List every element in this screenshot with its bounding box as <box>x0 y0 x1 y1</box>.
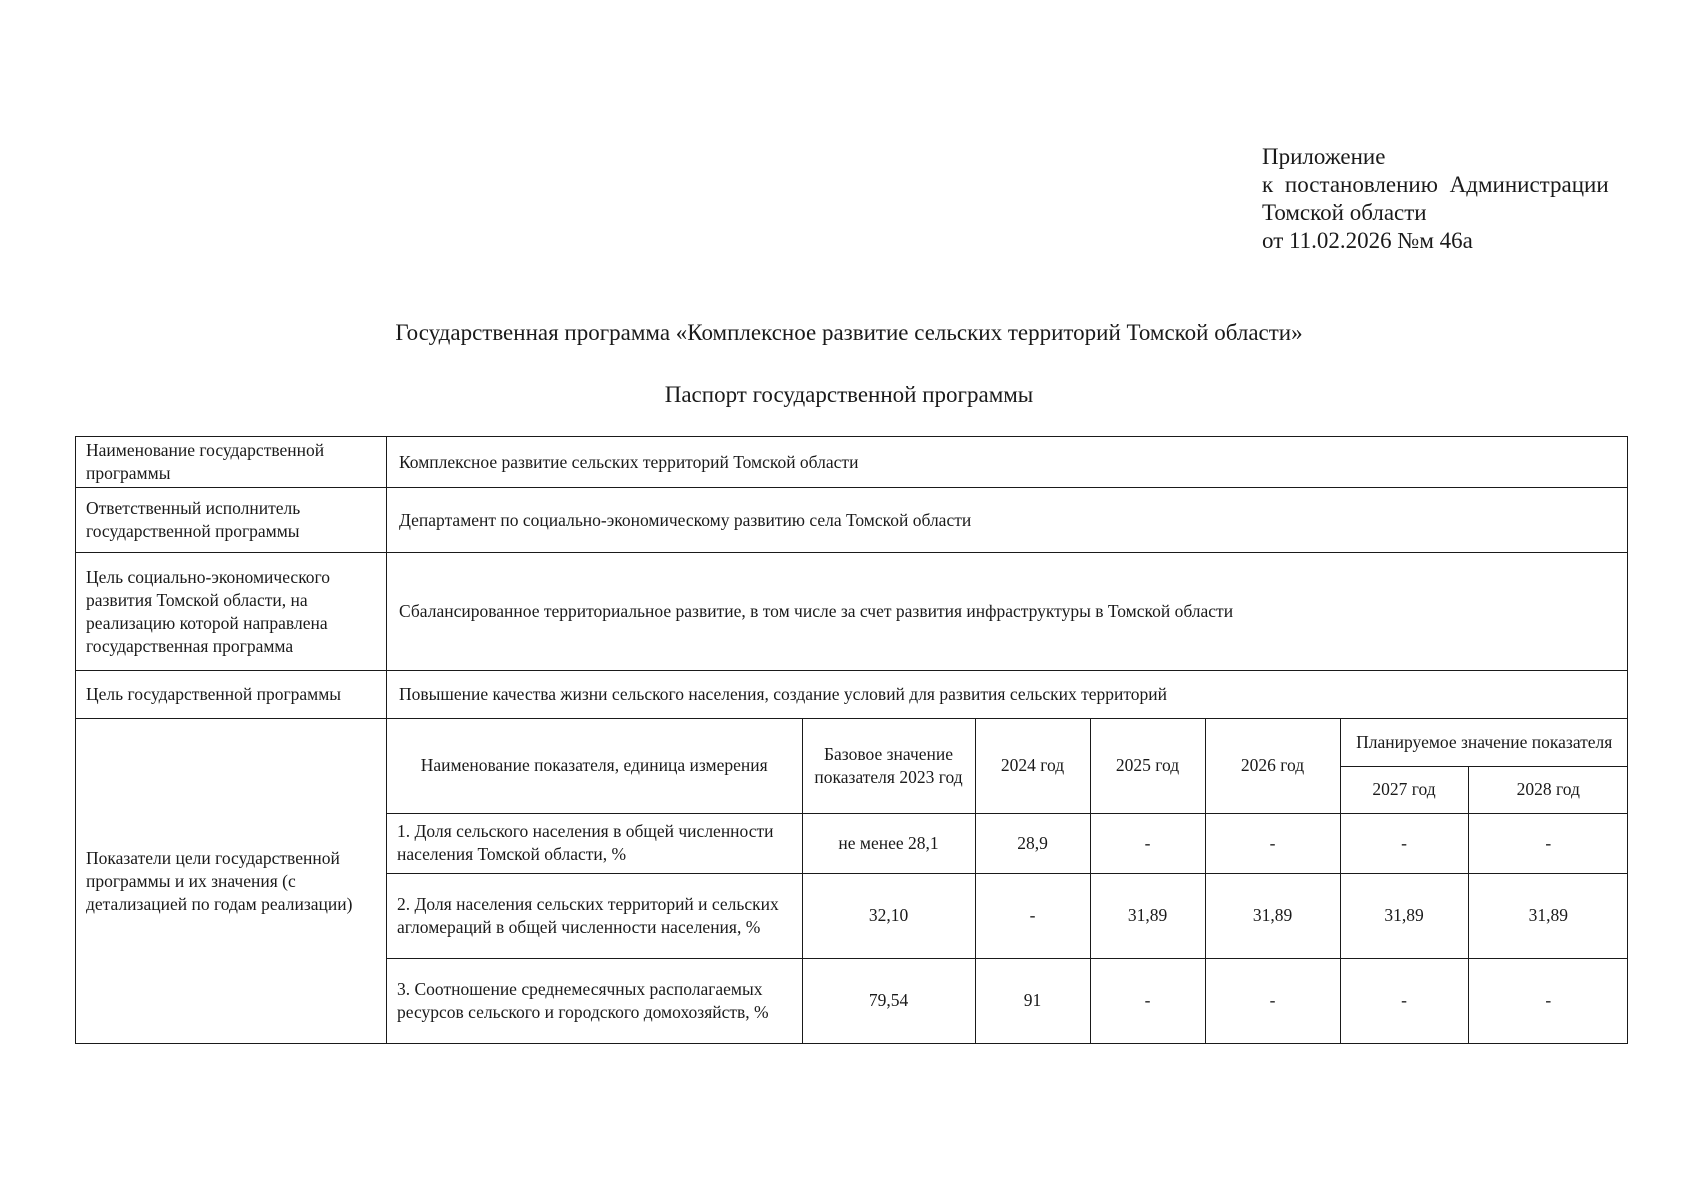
indicator-2025: - <box>1090 958 1205 1043</box>
indicator-name: 2. Доля населения сельских территорий и сельских агломераций в общей численности населения, % <box>387 873 802 958</box>
row-value-goal-program: Повышение качества жизни сельского населения, создание условий для развития сельских территорий <box>387 671 1628 719</box>
table-row <box>76 437 1628 488</box>
indicator-2026: 31,89 <box>1205 873 1340 958</box>
row-label-executor: Ответственный исполнитель государственной программы <box>76 488 387 553</box>
table-row <box>76 719 1628 1044</box>
indicator-base: 79,54 <box>802 958 975 1043</box>
indicator-2026: - <box>1205 958 1340 1043</box>
table-row <box>387 958 1628 1043</box>
indicators-cell <box>387 719 1628 1044</box>
row-value-goal-region: Сбалансированное территориальное развитие, в том числе за счет развития инфраструктуры в Томской области <box>387 553 1628 671</box>
indicator-2027: - <box>1340 958 1468 1043</box>
passport-table <box>75 436 1628 1044</box>
indicator-2025: - <box>1090 813 1205 873</box>
indicator-2027: 31,89 <box>1340 873 1468 958</box>
row-label-goal-program: Цель государственной программы <box>76 671 387 719</box>
indicator-name: 1. Доля сельского населения в общей численности населения Томской области, % <box>387 813 802 873</box>
row-label-name: Наименование государственной программы <box>76 437 387 488</box>
indicator-2024: 91 <box>975 958 1090 1043</box>
indicator-2028: - <box>1468 958 1628 1043</box>
header-year-2028: 2028 год <box>1468 766 1628 813</box>
appendix-line: к постановлению Администрации <box>1262 172 1609 197</box>
row-label-goal-region: Цель социально-экономического развития Томской области, на реализацию которой направлена государственная программа <box>76 553 387 671</box>
appendix-block <box>1262 143 1682 255</box>
indicator-2024: 28,9 <box>975 813 1090 873</box>
header-year-2026: 2026 год <box>1205 719 1340 813</box>
table-row <box>76 553 1628 671</box>
indicator-2028: 31,89 <box>1468 873 1628 958</box>
row-label-indicators: Показатели цели государственной программы и их значения (с детализацией по годам реализации) <box>76 719 387 1044</box>
table-row <box>76 671 1628 719</box>
header-year-2027: 2027 год <box>1340 766 1468 813</box>
header-year-2024: 2024 год <box>975 719 1090 813</box>
table-row <box>387 873 1628 958</box>
appendix-line: Томской области <box>1262 200 1427 225</box>
indicator-2025: 31,89 <box>1090 873 1205 958</box>
header-indicator-name: Наименование показателя, единица измерения <box>387 719 802 813</box>
appendix-line: Приложение <box>1262 144 1386 169</box>
indicator-2028: - <box>1468 813 1628 873</box>
passport-title: Паспорт государственной программы <box>664 382 1034 407</box>
header-planned-value: Планируемое значение показателя <box>1340 719 1628 766</box>
indicator-name: 3. Соотношение среднемесячных располагаемых ресурсов сельского и городского домохозяйств, % <box>387 958 802 1043</box>
indicators-header-row <box>387 719 1628 766</box>
row-value-executor: Департамент по социально-экономическому развитию села Томской области <box>387 488 1628 553</box>
appendix-line: от 11.02.2026 №м 46а <box>1262 228 1473 253</box>
row-value-name: Комплексное развитие сельских территорий Томской области <box>387 437 1628 488</box>
table-row <box>76 488 1628 553</box>
indicators-table <box>387 719 1628 1043</box>
indicator-2026: - <box>1205 813 1340 873</box>
indicator-2024: - <box>975 873 1090 958</box>
header-base-value: Базовое значение показателя 2023 год <box>802 719 975 813</box>
header-year-2025: 2025 год <box>1090 719 1205 813</box>
indicator-2027: - <box>1340 813 1468 873</box>
indicator-base: не менее 28,1 <box>802 813 975 873</box>
program-title: Государственная программа «Комплексное развитие сельских территорий Томской области» <box>395 320 1303 345</box>
table-row <box>387 813 1628 873</box>
indicator-base: 32,10 <box>802 873 975 958</box>
